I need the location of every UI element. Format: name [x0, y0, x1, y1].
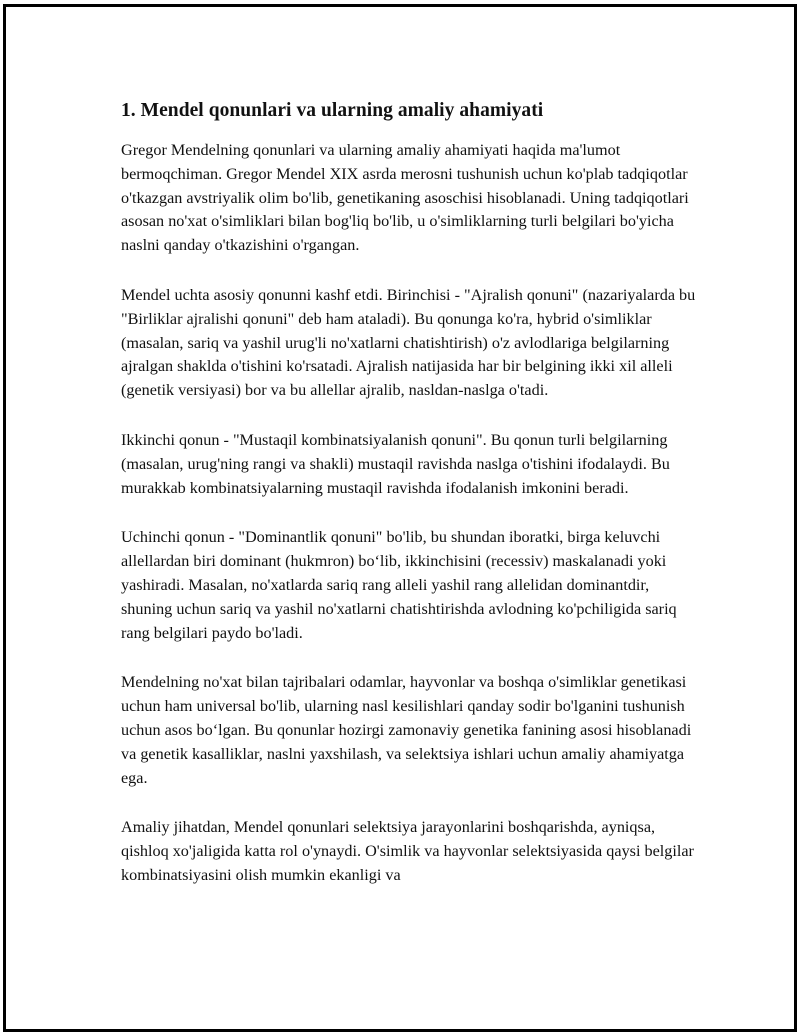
paragraph-third-law: Uchinchi qonun - "Dominantlik qonuni" bo'lib, bu shundan iboratki, birga keluvchi allellardan biri dominant (hukmron) bo‘lib, ikkinchisini (recessiv) maskalanadi yoki yashiradi. Masalan, no'xatlarda sariq rang alleli yashil rang allelidan dominantdir, shuning uchun sariq va yashil no'xatlarni chatishtirishda avlodning ko'pchiligida sariq rang belgilari paydo bo'ladi.: [121, 528, 677, 642]
page-frame: [3, 4, 797, 1032]
paragraph-significance: Mendelning no'xat bilan tajribalari odamlar, hayvonlar va boshqa o'simliklar genetikasi uchun ham universal bo'lib, ularning nasl kesilishlari qanday sodir bo'lganini tushunish uchun asos bo‘lgan. Bu qonunlar hozirgi zamonaviy genetika fanining asosi hisoblanadi va genetik kasalliklar, naslni yaxshilash, va selektsiya ishlari uchun amaliy ahamiyatga ega.: [121, 673, 692, 787]
paragraph-first-law: Mendel uchta asosiy qonunni kashf etdi. Birinchisi - "Ajralish qonuni" (nazariyalarda bu "Birliklar ajralishi qonuni" deb ham ataladi). Bu qonunga ko'ra, hybrid o'simliklar (masalan, sariq va yashil urug'li no'xatlarni chatishtirish) o'z avlodlariga belgilarning ajralgan shaklda o'tishini ko'rsatadi. Ajralish natijasida har bir belgining ikki xil alleli (genetik versiyasi) bor va bu allellar ajralib, nasldan-naslga o'tadi.: [121, 285, 696, 400]
paragraph-intro: Gregor Mendelning qonunlari va ularning amaliy ahamiyati haqida ma'lumot bermoqchiman. Gregor Mendel XIX asrda merosni tushunish uchun ko'plab tadqiqotlar o'tkazgan avstriyalik olim bo'lib, genetikaning asoschisi hisoblanadi. Uning tadqiqotlari asosan no'xat o'simliklari bilan bog'liq bo'lib, u o'simliklarning turli belgilari bo'yicha naslni qanday o'tkazishini o'rgangan.: [121, 141, 689, 255]
section-heading: 1. Mendel qonunlari va ularning amaliy ahamiyati: [121, 100, 544, 121]
paragraph-second-law: Ikkinchi qonun - "Mustaqil kombinatsiyalanish qonuni". Bu qonun turli belgilarning (masalan, urug'ning rangi va shakli) mustaqil ravishda naslga o'tishini ifodalaydi. Bu murakkab kombinatsiyalarning mustaqil ravishda ifodalanish imkonini beradi.: [121, 430, 670, 497]
document-body: [121, 99, 701, 914]
paragraph-practical: Amaliy jihatdan, Mendel qonunlari selektsiya jarayonlarini boshqarishda, ayniqsa, qishloq xo'jaligida katta rol o'ynaydi. O'simlik va hayvonlar selektsiyasida qaysi belgilar kombinatsiyasini olish mumkin ekanligi va: [121, 818, 694, 884]
